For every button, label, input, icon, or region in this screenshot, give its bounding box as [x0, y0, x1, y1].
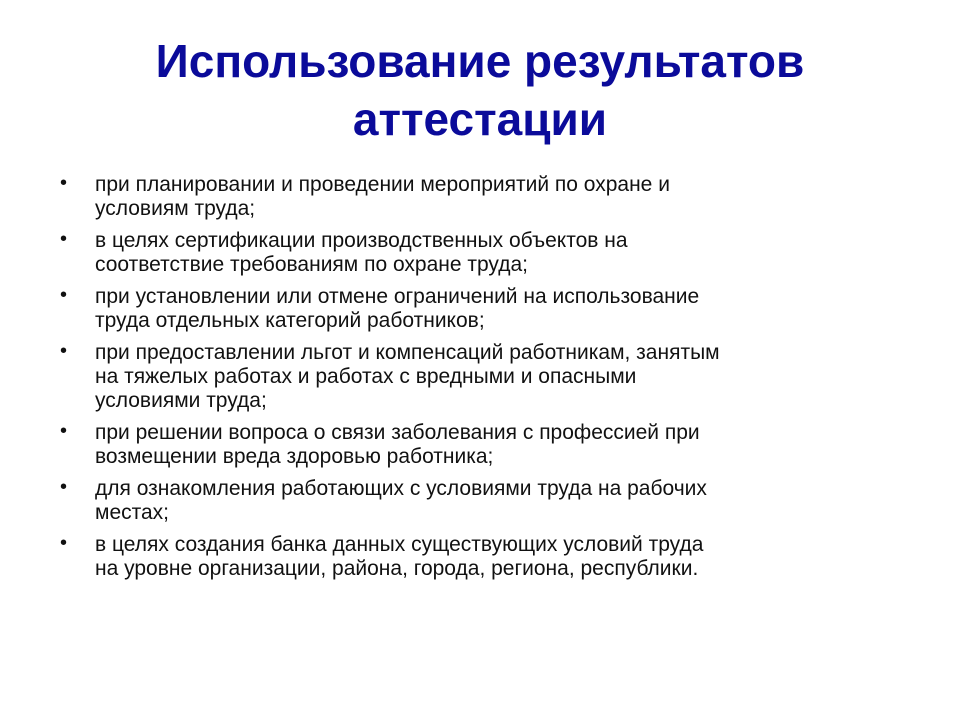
bullet-item	[60, 341, 910, 413]
bullet-text: для ознакомления работающих с условиями труда на рабочих местах;	[95, 477, 707, 524]
bullet-text: при установлении или отмене ограничений на использование труда отдельных категорий работников;	[95, 285, 700, 332]
bullet-dot-icon: •	[60, 420, 68, 442]
title-line: аттестации	[352, 93, 608, 145]
bullet-dot-icon: •	[60, 228, 68, 250]
bullet-item	[60, 477, 910, 525]
bullet-text: в целях сертификации производственных объектов на соответствие требованиям по охране труда;	[95, 229, 628, 276]
bullet-text: при предоставлении льгот и компенсаций работникам, занятым на тяжелых работах и работах с вредными и опасными условиями труда;	[95, 341, 720, 412]
bullet-list	[60, 173, 910, 589]
bullet-item	[60, 533, 910, 581]
title-line: Использование результатов	[155, 35, 805, 87]
bullet-item	[60, 173, 910, 221]
bullet-text: при решении вопроса о связи заболевания с профессией при возмещении вреда здоровью работника;	[95, 421, 700, 468]
bullet-text: в целях создания банка данных существующих условий труда на уровне организации, района, города, региона, республики.	[95, 533, 704, 580]
bullet-item	[60, 421, 910, 469]
bullet-item	[60, 229, 910, 277]
slide-title	[0, 32, 960, 148]
bullet-text: при планировании и проведении мероприятий по охране и условиям труда;	[95, 173, 670, 220]
bullet-item	[60, 285, 910, 333]
bullet-dot-icon: •	[60, 172, 68, 194]
bullet-dot-icon: •	[60, 284, 68, 306]
bullet-dot-icon: •	[60, 532, 68, 554]
bullet-dot-icon: •	[60, 476, 68, 498]
bullet-dot-icon: •	[60, 340, 68, 362]
